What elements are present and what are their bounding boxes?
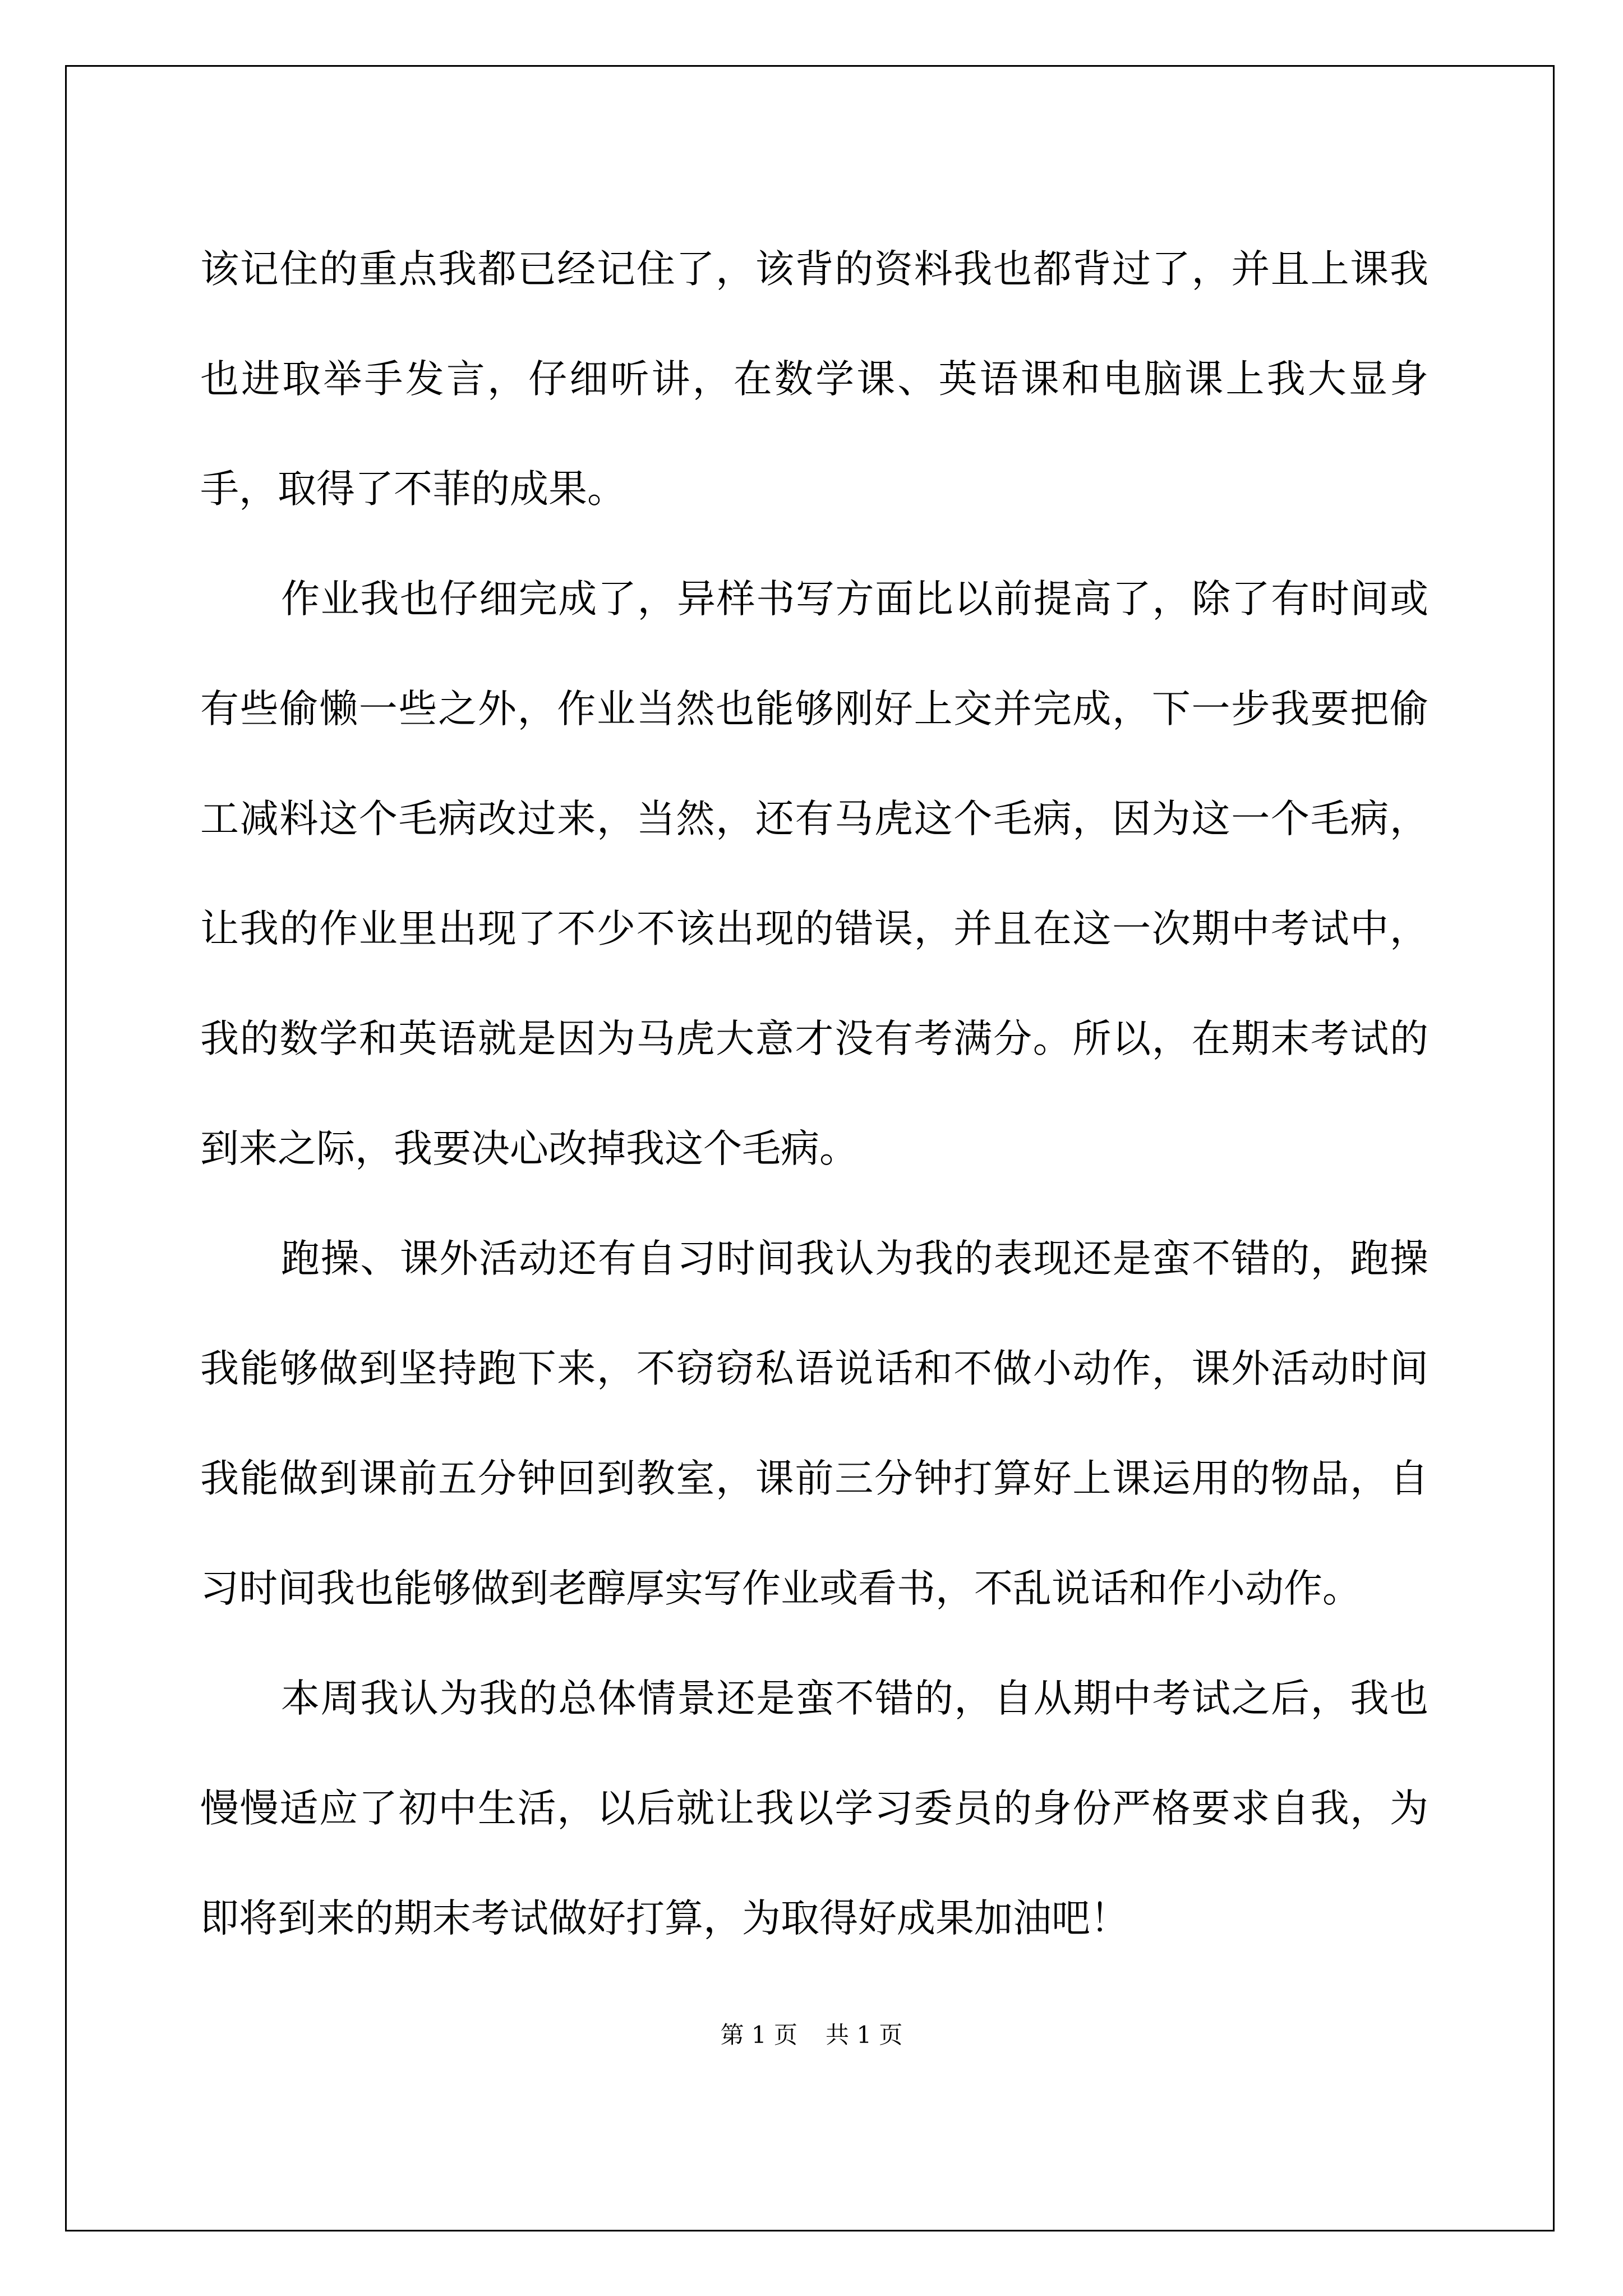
- page-number-total: 共 1 页: [826, 2021, 903, 2049]
- document-body: [200, 214, 1428, 1973]
- page-number-current: 第 1 页: [720, 2021, 797, 2049]
- paragraph-3: 跑操、课外活动还有自习时间我认为我的表现还是蛮不错的，跑操我能够做到坚持跑下来，不窃窃私语说话和不做小动作，课外活动时间我能做到课前五分钟回到教室，课前三分钟打算好上课运用的物品，自习时间我也能够做到老醇厚实写作业或看书，不乱说话和作小动作。: [200, 1236, 1428, 1611]
- paragraph-4: 本周我认为我的总体情景还是蛮不错的，自从期中考试之后，我也慢慢适应了初中生活，以后就让我以学习委员的身份严格要求自我，为即将到来的期末考试做好打算，为取得好成果加油吧！: [200, 1676, 1428, 1941]
- page-footer: [0, 2018, 1623, 2052]
- paragraph-1: 该记住的重点我都已经记住了，该背的资料我也都背过了，并且上课我也进取举手发言，仔细听讲，在数学课、英语课和电脑课上我大显身手，取得了不菲的成果。: [200, 247, 1428, 512]
- paragraph-2: 作业我也仔细完成了，异样书写方面比以前提高了，除了有时间或有些偷懒一些之外，作业当然也能够刚好上交并完成，下一步我要把偷工减料这个毛病改过来，当然，还有马虎这个毛病，因为这一个毛病，让我的作业里出现了不少不该出现的错误，并且在这一次期中考试中，我的数学和英语就是因为马虎大意才没有考满分。所以，在期末考试的到来之际，我要决心改掉我这个毛病。: [200, 577, 1428, 1171]
